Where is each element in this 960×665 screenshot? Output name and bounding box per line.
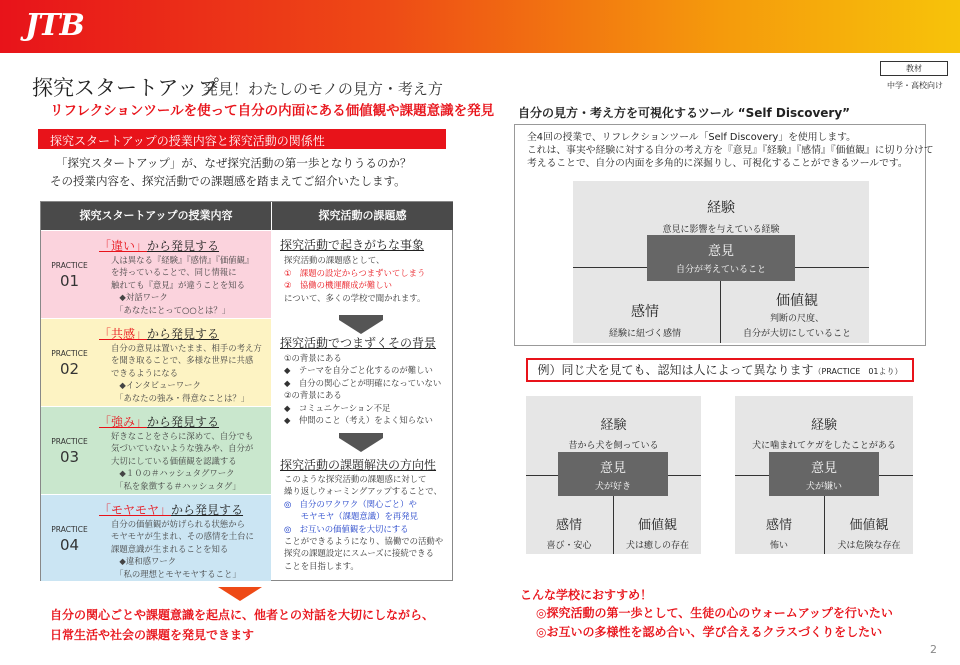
practice-badge: PRACTICE 02 [51,349,88,378]
intro-line-2: その授業内容を、探究活動での課題感を踏まえてご紹介いたします。 [50,174,406,188]
header-banner [0,0,960,53]
opinion-sub: 自分が考えていること [675,265,766,275]
experience-quad: 経験 意見に影響を与えている経験 [662,200,780,235]
table-row [41,494,271,581]
row-title: 「強み」から発見する [99,415,220,429]
ex2-values: 価値観 犬は危険な存在 [837,518,901,551]
practice-badge: PRACTICE 01 [51,261,88,290]
table-head-left: 探究スタートアップの授業内容 [41,202,271,230]
ex1-emotion: 感情 喜び・安心 [546,518,592,551]
ex1-opinion: 意見 犬が好き [558,452,668,496]
practice-badge: PRACTICE 04 [51,525,88,554]
tool-description: 全4回の授業で、リフレクションツール「Self Discovery」を使用します。 これは、事実や経験に対する自分の考え方を『意見』『経験』『感情』『価値観』に切り分けて 考えることで、自分の内面を多角的に深掘りし、可視化することができるツールです。 [527,132,934,169]
page-number: 2 [930,643,937,656]
emotion-quad: 感情 経験に紐づく感情 [608,304,681,339]
row-title: 「モヤモヤ」から発見する [99,503,244,517]
jtb-logo: JTB [25,8,84,43]
tool-title: 自分の見方・考え方を可視化するツール “Self Discovery” [518,106,851,120]
opinion-box [647,235,795,281]
practice-badge: PRACTICE 03 [51,437,88,466]
page-subtitle: 発見！わたしのモノの見方・考え方 [203,80,443,98]
table-row [41,230,271,318]
ex2-experience: 経験 犬に噛まれてケガをしたことがある [752,418,896,451]
row-body: 自分の価値観が妨げられる状態から モヤモヤが生まれ、その感情を土台に 課題意識が生まれることを知る ◆違和感ワーク 「私の理想とモヤモヤすること」 [111,519,254,579]
example-banner: 例）同じ犬を見ても、認知は人によって異なります（PRACTICE 01より） [526,358,914,382]
row-body: 人は異なる『経験』『感情』『価値観』 を持っていることで、同じ情報に 触れても『意見』が違うことを知る ◆対話ワーク 「あなたにとって○○とは？」 [111,255,254,315]
issue-heading-1: 探究活動で起きがちな事象 [280,238,425,252]
issue-body-3c: ことができるようになり、協働での活動や 探究の課題設定にスムーズに接続できる ことを目指します。 [284,536,444,571]
issue-body-1c: について、多くの学校で聞かれます。 [284,293,426,303]
row-title: 「共感」から発見する [99,327,220,341]
issue-body-3a: このような探究活動の課題感に対して 繰り返しウォーミングアップすることで、 [284,474,442,497]
ex1-values: 価値観 犬は癒しの存在 [625,518,689,551]
example-1-model [526,396,701,554]
material-tag: 教材 [880,61,948,76]
opinion-label: 意見 [707,244,734,259]
ex1-experience: 経験 昔から犬を飼っている [568,418,659,451]
lead-text: リフレクションツールを使って自分の内面にある価値観や課題意識を発見 [50,103,495,119]
issue-column [272,230,452,581]
recommend-item-2: ◎お互いの多様性を認め合い、学び合えるクラスづくりをしたい [536,625,883,639]
intro-line-1: 「探究スタートアップ」が、なぜ探究活動の第一歩となりうるのか？ [56,156,412,170]
conclusion-line-1: 自分の関心ごとや課題意識を起点に、他者との対話を大切にしながら、 [50,608,435,622]
table-head-right: 探究活動の課題感 [271,202,453,230]
table-row [41,318,271,406]
row-title: 「違い」から発見する [99,239,220,253]
down-arrow-icon [339,320,383,334]
row-body: 好きなことをさらに深めて、自分でも 気づいていないような強みや、自分が 大切にしている価値観を認識する ◆１０の＃ハッシュタグワーク 「私を象徴する＃ハッシュタグ」 [111,431,254,491]
example-2-model [735,396,913,554]
ex2-emotion: 感情 怖い [765,518,792,551]
ex2-opinion: 意見 犬が嫌い [769,452,879,496]
issue-body-2: ①の背景にある ◆ テーマを自分ごと化するのが難しい ◆ 自分の関心ごとが明確になっていない ②の背景にある ◆ コミュニケーション不足 ◆ 仲間のこと（考え）をよく知らない [284,353,442,426]
recommend-item-1: ◎探究活動の第一歩として、生徒の心のウォームアップを行いたい [536,606,893,620]
conclusion-line-2: 日常生活や社会の課題を発見できます [50,628,255,642]
issue-heading-3: 探究活動の課題解決の方向性 [280,458,437,472]
tool-box [514,124,934,346]
values-quad: 価値観 判断の尺度、 自分が大切にしていること [742,293,851,339]
issue-body-3-blue: ◎ 自分のワクワク（関心ごと）や モヤモヤ（課題意識）を再発見 ◎ お互いの価値観を大切にする [284,499,418,534]
down-arrow-icon [218,587,262,601]
issue-body-1a: 探究活動の課題感として、 [284,255,385,265]
issue-body-1-red: ① 課題の設定からつまずいてしまう ② 協働の機運醸成が難しい [284,268,426,291]
lesson-table [40,201,453,581]
section-bar: 探究スタートアップの授業内容と探究活動の関係性 [38,129,446,149]
recommend-title: こんな学校におすすめ！ [520,588,653,602]
issue-heading-2: 探究活動でつまずくその背景 [280,336,437,350]
down-arrow-icon [339,438,383,452]
table-row [41,406,271,494]
target-audience: 中学・高校向け [887,81,943,90]
page-title: 探究スタートアップ [32,76,219,100]
row-body: 自分の意見は置いたまま、相手の考え方 を聞き取ることで、多様な世界に共感 できるようになる ◆インタビューワーク 「あなたの強み・得意なことは？」 [111,343,262,403]
